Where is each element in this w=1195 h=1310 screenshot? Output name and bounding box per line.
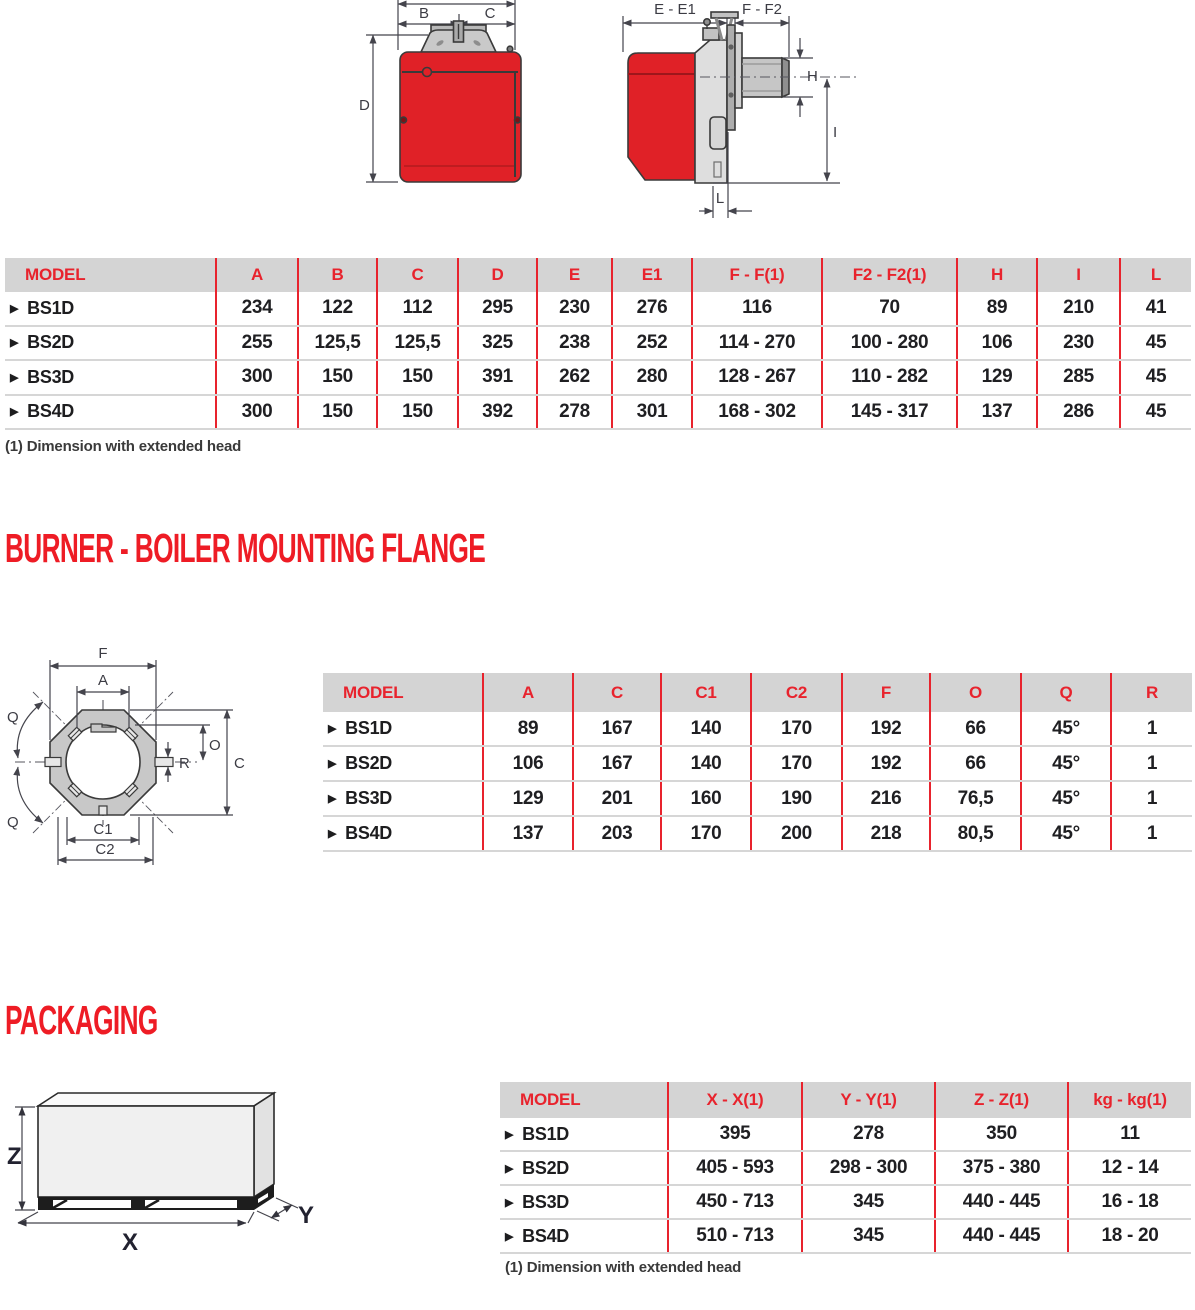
value-cell: 66 — [930, 712, 1021, 746]
row-marker-icon: ▶ — [328, 793, 337, 805]
value-cell: 106 — [483, 746, 573, 781]
value-cell: 1 — [1111, 712, 1192, 746]
value-cell: 295 — [458, 292, 537, 326]
value-cell: 150 — [377, 360, 458, 395]
table-row-bs3d — [5, 360, 1191, 395]
value-cell: 128 - 267 — [692, 360, 822, 395]
dim-label-x: X — [121, 1229, 139, 1256]
value-cell: 218 — [842, 816, 930, 851]
mounting-flange-drawing — [5, 640, 315, 885]
dim-label-c: C — [234, 755, 245, 772]
value-cell: 230 — [537, 292, 612, 326]
value-cell: 345 — [802, 1219, 935, 1253]
value-cell: 41 — [1120, 292, 1191, 326]
model-cell — [5, 360, 216, 395]
column-header-model: MODEL — [323, 673, 483, 712]
column-header-h: H — [957, 258, 1037, 292]
value-cell: 110 - 282 — [822, 360, 957, 395]
dim-label-c1: C1 — [93, 821, 113, 838]
model-name: BS3D — [522, 1191, 569, 1212]
value-cell: 170 — [751, 712, 842, 746]
model-name: BS1D — [522, 1123, 569, 1144]
row-marker-icon: ▶ — [505, 1196, 514, 1209]
flange-table — [323, 673, 1192, 852]
dim-label-c: C — [484, 5, 496, 22]
value-cell: 262 — [537, 360, 612, 395]
value-cell: 450 - 713 — [668, 1185, 802, 1219]
value-cell: 45° — [1021, 712, 1111, 746]
value-cell: 238 — [537, 326, 612, 361]
packaging-footnote: (1) Dimension with extended head — [505, 1259, 742, 1276]
model-cell — [323, 781, 483, 816]
model-cell — [500, 1151, 668, 1185]
column-header-kg-kg-1: kg - kg(1) — [1068, 1082, 1191, 1118]
column-header-c: C — [573, 673, 661, 712]
value-cell: 170 — [751, 746, 842, 781]
value-cell: 510 - 713 — [668, 1219, 802, 1253]
row-marker-icon: ▶ — [10, 337, 19, 350]
table-row-bs3d — [323, 781, 1192, 816]
dim-label-f-f2: F - F2 — [742, 1, 782, 18]
value-cell: 440 - 445 — [935, 1185, 1068, 1219]
column-header-c1: C1 — [661, 673, 751, 712]
value-cell: 100 - 280 — [822, 326, 957, 361]
table-row-bs3d — [500, 1185, 1191, 1219]
value-cell: 106 — [957, 326, 1037, 361]
model-name: BS1D — [27, 297, 74, 318]
header-row — [5, 258, 1191, 292]
dim-label-a: A — [97, 672, 109, 689]
row-marker-icon: ▶ — [505, 1230, 514, 1243]
value-cell: 76,5 — [930, 781, 1021, 816]
value-cell: 70 — [822, 292, 957, 326]
table-row-bs4d — [5, 395, 1191, 430]
model-cell — [5, 395, 216, 430]
value-cell: 286 — [1037, 395, 1120, 430]
dim-label-q-upper: Q — [7, 709, 19, 726]
value-cell: 137 — [957, 395, 1037, 430]
value-cell: 125,5 — [377, 326, 458, 361]
value-cell: 167 — [573, 746, 661, 781]
model-name: BS2D — [27, 332, 74, 353]
column-header-f: F — [842, 673, 930, 712]
column-header-y-y-1: Y - Y(1) — [802, 1082, 935, 1118]
dim-label-b: B — [418, 5, 430, 22]
flange-section-title: BURNER - BOILER MOUNTING FLANGE — [5, 525, 486, 571]
dim-label-f: F — [98, 645, 108, 662]
table-row-bs1d — [323, 712, 1192, 746]
dim-label-c2: C2 — [95, 841, 115, 858]
value-cell: 45 — [1120, 395, 1191, 430]
value-cell: 45° — [1021, 746, 1111, 781]
value-cell: 150 — [298, 360, 377, 395]
value-cell: 230 — [1037, 326, 1120, 361]
dim-label-o: O — [209, 737, 221, 754]
table-row-bs2d — [500, 1151, 1191, 1185]
model-name: BS1D — [345, 718, 392, 738]
value-cell: 16 - 18 — [1068, 1185, 1191, 1219]
value-cell: 137 — [483, 816, 573, 851]
value-cell: 89 — [957, 292, 1037, 326]
model-cell — [323, 746, 483, 781]
model-cell — [5, 326, 216, 361]
value-cell: 201 — [573, 781, 661, 816]
value-cell: 190 — [751, 781, 842, 816]
model-cell — [500, 1219, 668, 1253]
value-cell: 375 - 380 — [935, 1151, 1068, 1185]
value-cell: 345 — [802, 1185, 935, 1219]
dim-label-d: D — [359, 97, 370, 114]
value-cell: 392 — [458, 395, 537, 430]
value-cell: 255 — [216, 326, 298, 361]
table-row-bs1d — [500, 1118, 1191, 1151]
value-cell: 278 — [537, 395, 612, 430]
value-cell: 66 — [930, 746, 1021, 781]
value-cell: 45 — [1120, 360, 1191, 395]
model-name: BS2D — [522, 1157, 569, 1178]
column-header-i: I — [1037, 258, 1120, 292]
column-header-e: E — [537, 258, 612, 292]
value-cell: 167 — [573, 712, 661, 746]
dim-label-h: H — [807, 68, 818, 85]
column-header-l: L — [1120, 258, 1191, 292]
value-cell: 325 — [458, 326, 537, 361]
value-cell: 395 — [668, 1118, 802, 1151]
value-cell: 278 — [802, 1118, 935, 1151]
value-cell: 150 — [377, 395, 458, 430]
value-cell: 210 — [1037, 292, 1120, 326]
value-cell: 168 - 302 — [692, 395, 822, 430]
value-cell: 203 — [573, 816, 661, 851]
value-cell: 145 - 317 — [822, 395, 957, 430]
value-cell: 89 — [483, 712, 573, 746]
value-cell: 391 — [458, 360, 537, 395]
model-cell — [323, 816, 483, 851]
dim-label-q-lower: Q — [7, 814, 19, 831]
row-marker-icon: ▶ — [10, 302, 19, 315]
value-cell: 192 — [842, 746, 930, 781]
column-header-c: C — [377, 258, 458, 292]
table-row-bs2d — [5, 326, 1191, 361]
value-cell: 216 — [842, 781, 930, 816]
burner-side-view-drawing — [615, 0, 915, 235]
model-name: BS3D — [345, 788, 392, 808]
value-cell: 45° — [1021, 816, 1111, 851]
value-cell: 276 — [612, 292, 692, 326]
value-cell: 122 — [298, 292, 377, 326]
value-cell: 160 — [661, 781, 751, 816]
value-cell: 45° — [1021, 781, 1111, 816]
value-cell: 300 — [216, 395, 298, 430]
value-cell: 200 — [751, 816, 842, 851]
model-cell — [5, 292, 216, 326]
row-marker-icon: ▶ — [505, 1128, 514, 1141]
column-header-r: R — [1111, 673, 1192, 712]
row-marker-icon: ▶ — [328, 828, 337, 840]
column-header-model: MODEL — [500, 1082, 668, 1118]
value-cell: 300 — [216, 360, 298, 395]
column-header-d: D — [458, 258, 537, 292]
dim-label-z: Z — [7, 1143, 22, 1170]
value-cell: 116 — [692, 292, 822, 326]
column-header-model: MODEL — [5, 258, 216, 292]
model-name: BS2D — [345, 753, 392, 773]
table-row-bs4d — [500, 1219, 1191, 1253]
column-header-o: O — [930, 673, 1021, 712]
table-row-bs2d — [323, 746, 1192, 781]
model-name: BS3D — [27, 366, 74, 387]
dim-label-y: Y — [298, 1202, 315, 1229]
row-marker-icon: ▶ — [328, 758, 337, 770]
header-row — [323, 673, 1192, 712]
column-header-e1: E1 — [612, 258, 692, 292]
table-row-bs4d — [323, 816, 1192, 851]
column-header-f2-f2-1: F2 - F2(1) — [822, 258, 957, 292]
row-marker-icon: ▶ — [10, 371, 19, 384]
model-cell — [500, 1118, 668, 1151]
column-header-x-x-1: X - X(1) — [668, 1082, 802, 1118]
dimensions-footnote: (1) Dimension with extended head — [5, 438, 242, 455]
column-header-a: A — [216, 258, 298, 292]
value-cell: 45 — [1120, 326, 1191, 361]
value-cell: 140 — [661, 712, 751, 746]
value-cell: 11 — [1068, 1118, 1191, 1151]
value-cell: 12 - 14 — [1068, 1151, 1191, 1185]
value-cell: 285 — [1037, 360, 1120, 395]
model-cell — [323, 712, 483, 746]
header-row — [500, 1082, 1191, 1118]
packaging-section-title: PACKAGING — [5, 997, 158, 1043]
packaging-table — [500, 1082, 1191, 1254]
dim-label-i: I — [833, 124, 838, 141]
value-cell: 18 - 20 — [1068, 1219, 1191, 1253]
table-row-bs1d — [5, 292, 1191, 326]
row-marker-icon: ▶ — [10, 406, 19, 419]
value-cell: 170 — [661, 816, 751, 851]
value-cell: 125,5 — [298, 326, 377, 361]
dim-label-l: L — [715, 190, 725, 207]
value-cell: 440 - 445 — [935, 1219, 1068, 1253]
column-header-b: B — [298, 258, 377, 292]
value-cell: 112 — [377, 292, 458, 326]
value-cell: 129 — [483, 781, 573, 816]
row-marker-icon: ▶ — [505, 1162, 514, 1175]
dim-label-e-e1: E - E1 — [654, 1, 696, 18]
burner-front-view-drawing — [358, 0, 610, 246]
column-header-a: A — [483, 673, 573, 712]
value-cell: 80,5 — [930, 816, 1021, 851]
value-cell: 1 — [1111, 746, 1192, 781]
model-name: BS4D — [27, 401, 74, 422]
value-cell: 405 - 593 — [668, 1151, 802, 1185]
value-cell: 140 — [661, 746, 751, 781]
model-name: BS4D — [522, 1225, 569, 1246]
value-cell: 150 — [298, 395, 377, 430]
value-cell: 1 — [1111, 816, 1192, 851]
value-cell: 298 - 300 — [802, 1151, 935, 1185]
dimensions-table — [5, 258, 1191, 430]
column-header-f-f-1: F - F(1) — [692, 258, 822, 292]
column-header-z-z-1: Z - Z(1) — [935, 1082, 1068, 1118]
value-cell: 301 — [612, 395, 692, 430]
value-cell: 234 — [216, 292, 298, 326]
row-marker-icon: ▶ — [328, 723, 337, 735]
value-cell: 192 — [842, 712, 930, 746]
column-header-q: Q — [1021, 673, 1111, 712]
value-cell: 350 — [935, 1118, 1068, 1151]
value-cell: 114 - 270 — [692, 326, 822, 361]
value-cell: 252 — [612, 326, 692, 361]
dim-label-r: R — [179, 755, 190, 772]
column-header-c2: C2 — [751, 673, 842, 712]
packaging-box-drawing — [5, 1060, 335, 1260]
value-cell: 129 — [957, 360, 1037, 395]
value-cell: 280 — [612, 360, 692, 395]
model-cell — [500, 1185, 668, 1219]
model-name: BS4D — [345, 823, 392, 843]
value-cell: 1 — [1111, 781, 1192, 816]
